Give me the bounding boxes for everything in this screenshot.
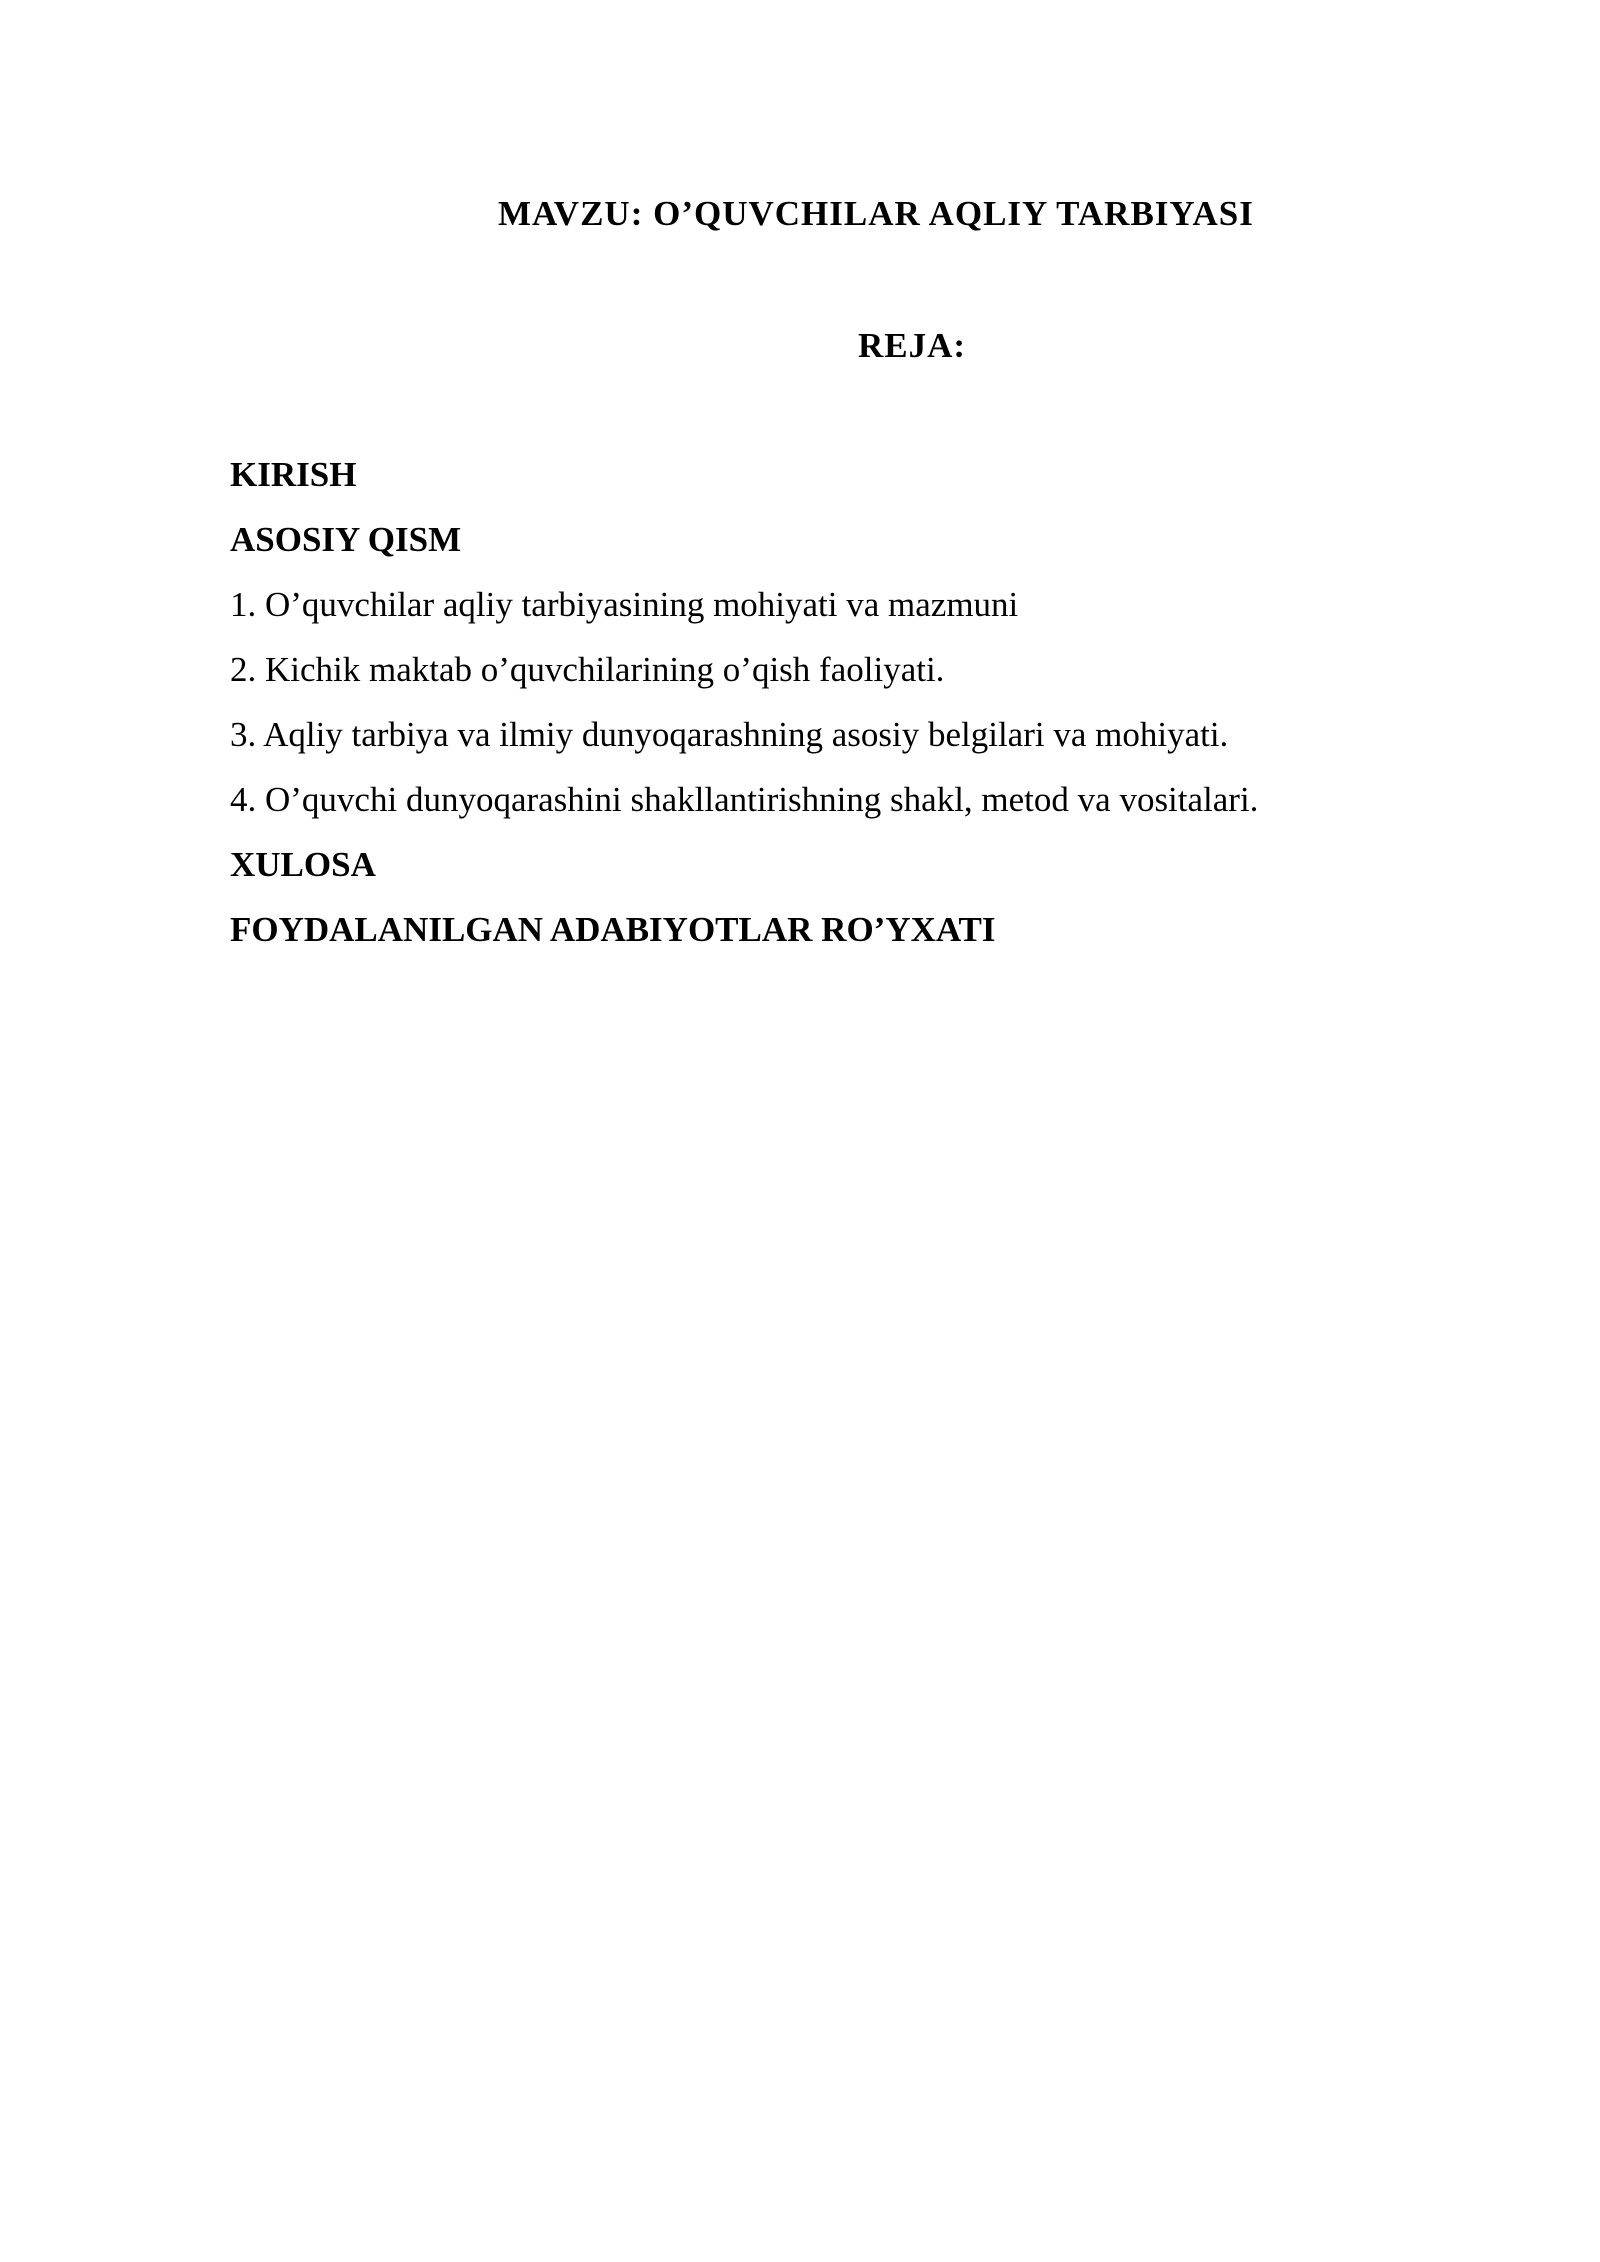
plan-section-main-part: ASOSIY QISM [230, 520, 462, 559]
plan-item: 2. Kichik maktab o’quvchilarining o’qish faoliyati. [230, 650, 945, 689]
plan-item: 1. O’quvchilar aqliy tarbiyasining mohiyati va mazmuni [230, 585, 1019, 624]
plan-section-references: FOYDALANILGAN ADABIYOTLAR RO’YXATI [230, 910, 996, 949]
plan-list [230, 457, 1258, 977]
plan-item: 3. Aqliy tarbiya va ilmiy dunyoqarashning asosiy belgilari va mohiyati. [230, 715, 1229, 754]
plan-section-conclusion: XULOSA [230, 845, 376, 884]
plan-item: 4. O’quvchi dunyoqarashini shakllantirishning shakl, metod va vositalari. [230, 780, 1259, 819]
plan-section-introduction: KIRISH [230, 455, 357, 494]
plan-heading: REJA: [858, 326, 967, 365]
topic-title: MAVZU: O’QUVCHILAR AQLIY TARBIYASI [498, 194, 1254, 233]
